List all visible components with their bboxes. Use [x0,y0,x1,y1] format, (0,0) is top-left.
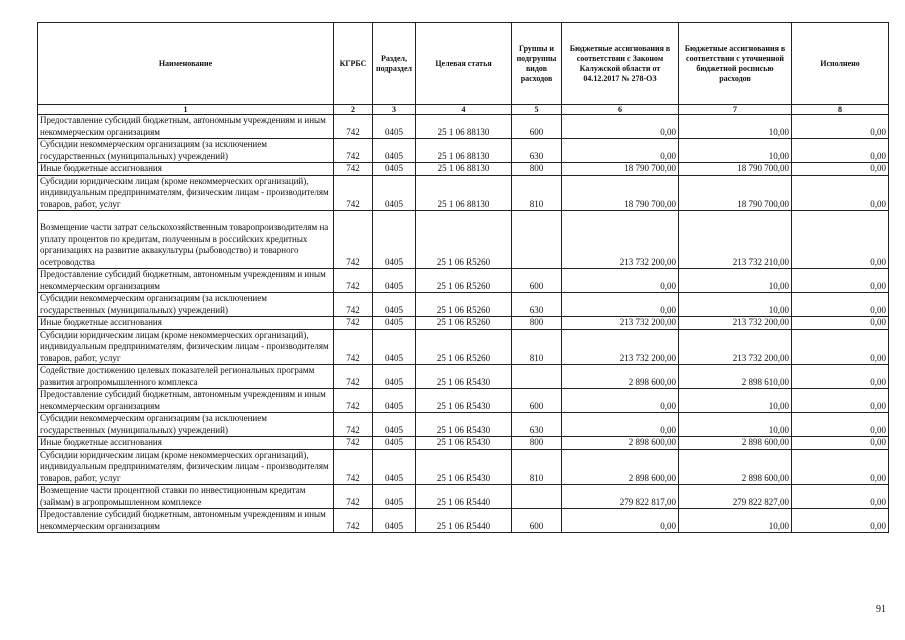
table-row [38,437,889,450]
row-refined-amount: 10,00 [679,413,792,437]
row-target: 25 1 06 R5260 [416,211,512,269]
row-group: 800 [512,437,562,450]
row-razdel: 0405 [373,449,416,485]
row-law-amount: 279 822 817,00 [562,485,679,509]
row-name: Предоставление субсидий бюджетным, автономным учреждениям и иным некоммерческим организациям [38,389,334,413]
row-done-amount: 0,00 [792,293,889,317]
row-group: 630 [512,139,562,163]
table-row [38,175,889,211]
row-name: Иные бюджетные ассигнования [38,437,334,450]
row-done-amount: 0,00 [792,509,889,533]
row-done-amount: 0,00 [792,139,889,163]
row-done-amount: 0,00 [792,211,889,269]
row-target: 25 1 06 R5440 [416,485,512,509]
column-number: 8 [792,105,889,115]
row-target: 25 1 06 88130 [416,175,512,211]
row-razdel: 0405 [373,175,416,211]
row-kgrbs: 742 [334,175,373,211]
row-name: Субсидии некоммерческим организациям (за исключением государственных (муниципальных) учреждений) [38,293,334,317]
row-group: 600 [512,389,562,413]
row-razdel: 0405 [373,269,416,293]
row-kgrbs: 742 [334,485,373,509]
row-done-amount: 0,00 [792,175,889,211]
row-kgrbs: 742 [334,163,373,176]
row-kgrbs: 742 [334,269,373,293]
row-name: Иные бюджетные ассигнования [38,163,334,176]
row-done-amount: 0,00 [792,115,889,139]
column-number: 4 [416,105,512,115]
table-row [38,485,889,509]
row-target: 25 1 06 R5430 [416,389,512,413]
row-target: 25 1 06 R5260 [416,293,512,317]
page-number: 91 [876,604,886,615]
column-number: 6 [562,105,679,115]
row-kgrbs: 742 [334,329,373,365]
row-group: 600 [512,509,562,533]
row-done-amount: 0,00 [792,317,889,330]
row-name: Содействие достижению целевых показателей региональных программ развития агропромышленного комплекса [38,365,334,389]
row-target: 25 1 06 R5260 [416,317,512,330]
row-law-amount: 18 790 700,00 [562,175,679,211]
row-law-amount: 213 732 200,00 [562,317,679,330]
row-law-amount: 213 732 200,00 [562,211,679,269]
row-law-amount: 2 898 600,00 [562,437,679,450]
row-refined-amount: 213 732 210,00 [679,211,792,269]
row-refined-amount: 279 822 827,00 [679,485,792,509]
row-name: Субсидии юридическим лицам (кроме некоммерческих организаций), индивидуальным предпринимателям, физическим лицам - производителям товаров, работ, услуг [38,175,334,211]
row-refined-amount: 2 898 600,00 [679,437,792,450]
row-razdel: 0405 [373,115,416,139]
row-name: Предоставление субсидий бюджетным, автономным учреждениям и иным некоммерческим организациям [38,115,334,139]
row-group: 630 [512,293,562,317]
table-row [38,269,889,293]
row-razdel: 0405 [373,317,416,330]
column-number: 3 [373,105,416,115]
row-razdel: 0405 [373,509,416,533]
row-name: Возмещение части затрат сельскохозяйственным товаропроизводителям на уплату процентов по кредитам, полученным в российских кредитных организациях на развитие аквакультуры (рыбоводство) и товарного осетроводства [38,211,334,269]
row-group: 810 [512,329,562,365]
row-refined-amount: 10,00 [679,115,792,139]
row-done-amount: 0,00 [792,449,889,485]
row-done-amount: 0,00 [792,163,889,176]
row-law-amount: 18 790 700,00 [562,163,679,176]
row-group [512,211,562,269]
table-row [38,293,889,317]
row-done-amount: 0,00 [792,389,889,413]
row-target: 25 1 06 88130 [416,115,512,139]
row-law-amount: 0,00 [562,389,679,413]
row-law-amount: 0,00 [562,139,679,163]
header-law: Бюджетные ассигнования в соответствии с Законом Калужской области от 04.12.2017 № 278-ОЗ [562,23,679,105]
row-target: 25 1 06 88130 [416,139,512,163]
row-done-amount: 0,00 [792,365,889,389]
row-razdel: 0405 [373,329,416,365]
row-target: 25 1 06 88130 [416,163,512,176]
row-group: 810 [512,175,562,211]
row-group [512,365,562,389]
row-law-amount: 0,00 [562,115,679,139]
row-target: 25 1 06 R5260 [416,329,512,365]
row-refined-amount: 18 790 700,00 [679,163,792,176]
table-row [38,413,889,437]
row-kgrbs: 742 [334,389,373,413]
header-refined: Бюджетные ассигнования в соответствии с уточненной бюджетной росписью расходов [679,23,792,105]
row-target: 25 1 06 R5260 [416,269,512,293]
row-razdel: 0405 [373,365,416,389]
row-kgrbs: 742 [334,509,373,533]
header-groups: Группы и подгруппы видов расходов [512,23,562,105]
row-refined-amount: 2 898 600,00 [679,449,792,485]
row-kgrbs: 742 [334,317,373,330]
table-row [38,449,889,485]
row-razdel: 0405 [373,163,416,176]
column-number: 1 [38,105,334,115]
row-group [512,485,562,509]
table-row [38,163,889,176]
table-row [38,139,889,163]
row-target: 25 1 06 R5430 [416,413,512,437]
header-razdel: Раздел, подраздел [373,23,416,105]
column-number-row [38,105,889,115]
row-refined-amount: 10,00 [679,139,792,163]
row-target: 25 1 06 R5430 [416,437,512,450]
row-group: 810 [512,449,562,485]
row-law-amount: 213 732 200,00 [562,329,679,365]
header-name: Наименование [38,23,334,105]
row-kgrbs: 742 [334,293,373,317]
row-name: Предоставление субсидий бюджетным, автономным учреждениям и иным некоммерческим организациям [38,509,334,533]
row-refined-amount: 10,00 [679,269,792,293]
row-refined-amount: 2 898 610,00 [679,365,792,389]
header-target: Целевая статья [416,23,512,105]
row-refined-amount: 213 732 200,00 [679,329,792,365]
row-kgrbs: 742 [334,211,373,269]
row-group: 600 [512,115,562,139]
row-done-amount: 0,00 [792,485,889,509]
column-number: 7 [679,105,792,115]
row-law-amount: 0,00 [562,269,679,293]
row-name: Субсидии юридическим лицам (кроме некоммерческих организаций), индивидуальным предпринимателям, физическим лицам - производителям товаров, работ, услуг [38,329,334,365]
row-razdel: 0405 [373,413,416,437]
row-name: Субсидии некоммерческим организациям (за исключением государственных (муниципальных) учреждений) [38,139,334,163]
row-group: 630 [512,413,562,437]
row-done-amount: 0,00 [792,413,889,437]
row-target: 25 1 06 R5430 [416,449,512,485]
row-razdel: 0405 [373,437,416,450]
row-kgrbs: 742 [334,437,373,450]
row-kgrbs: 742 [334,413,373,437]
row-refined-amount: 10,00 [679,293,792,317]
row-refined-amount: 10,00 [679,389,792,413]
column-number: 2 [334,105,373,115]
row-target: 25 1 06 R5430 [416,365,512,389]
table-row [38,509,889,533]
row-law-amount: 0,00 [562,293,679,317]
table-row [38,317,889,330]
row-law-amount: 2 898 600,00 [562,365,679,389]
row-razdel: 0405 [373,293,416,317]
row-group: 600 [512,269,562,293]
row-razdel: 0405 [373,211,416,269]
table-row [38,211,889,269]
row-name: Возмещение части процентной ставки по инвестиционным кредитам (займам) в агропромышленном комплексе [38,485,334,509]
row-name: Предоставление субсидий бюджетным, автономным учреждениям и иным некоммерческим организациям [38,269,334,293]
row-law-amount: 0,00 [562,413,679,437]
row-kgrbs: 742 [334,115,373,139]
row-target: 25 1 06 R5440 [416,509,512,533]
row-name: Субсидии юридическим лицам (кроме некоммерческих организаций), индивидуальным предпринимателям, физическим лицам - производителям товаров, работ, услуг [38,449,334,485]
row-done-amount: 0,00 [792,329,889,365]
row-kgrbs: 742 [334,449,373,485]
row-name: Иные бюджетные ассигнования [38,317,334,330]
row-law-amount: 0,00 [562,509,679,533]
row-done-amount: 0,00 [792,437,889,450]
column-number: 5 [512,105,562,115]
row-refined-amount: 213 732 200,00 [679,317,792,330]
row-group: 800 [512,163,562,176]
row-done-amount: 0,00 [792,269,889,293]
row-name: Субсидии некоммерческим организациям (за исключением государственных (муниципальных) учреждений) [38,413,334,437]
header-done: Исполнено [792,23,889,105]
table-row [38,329,889,365]
row-group: 800 [512,317,562,330]
table-row [38,389,889,413]
row-razdel: 0405 [373,139,416,163]
row-refined-amount: 10,00 [679,509,792,533]
row-razdel: 0405 [373,389,416,413]
header-kgrbs: КГРБС [334,23,373,105]
table-row [38,365,889,389]
table-row [38,115,889,139]
header-row [38,23,889,105]
row-law-amount: 2 898 600,00 [562,449,679,485]
budget-table [37,22,889,533]
row-razdel: 0405 [373,485,416,509]
row-kgrbs: 742 [334,139,373,163]
row-kgrbs: 742 [334,365,373,389]
row-refined-amount: 18 790 700,00 [679,175,792,211]
